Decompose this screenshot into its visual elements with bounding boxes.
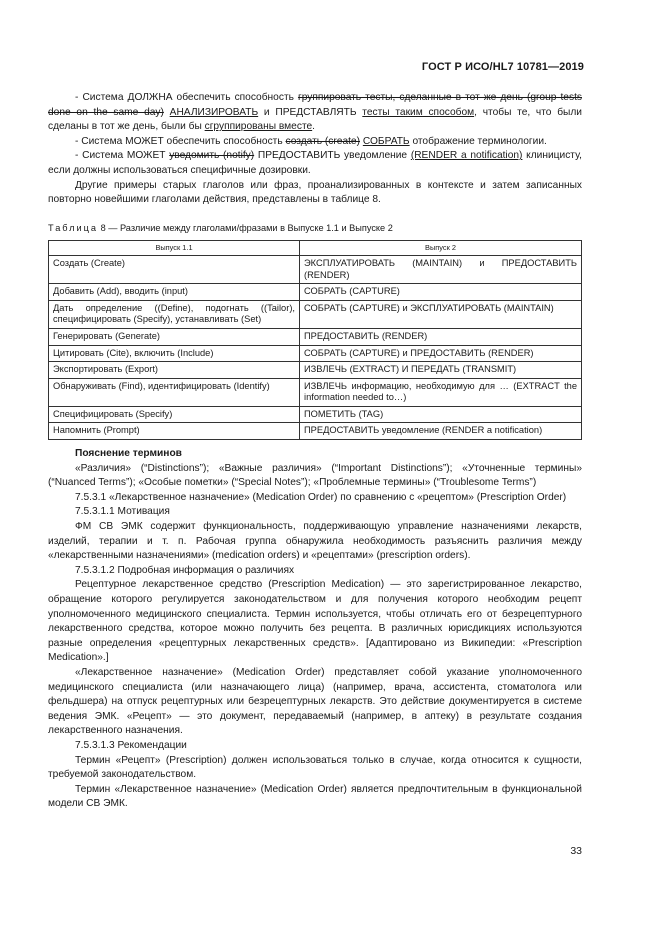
table-row [49, 255, 582, 283]
terms-heading: Пояснение терминов [75, 448, 182, 460]
section-7-5-3-1: 7.5.3.1 «Лекарственное назначение» (Medication Order) по сравнению с «рецептом» (Prescription Order) [75, 491, 567, 503]
table-cell: Дать определение ((Define), подогнать ((Tailor), специфицировать (Specify), устанавливать (Set) [49, 300, 300, 328]
table-cell: ПРЕДОСТАВИТЬ (RENDER) [300, 328, 582, 345]
recommendation-prescription: Термин «Рецепт» (Prescription) должен использоваться только в случае, когда относится к сущности, требуемой законодательством. [48, 754, 582, 781]
table-cell: СОБРАТЬ (CAPTURE) [300, 284, 582, 301]
recommendation-medication-order: Термин «Лекарственное назначение» (Medication Order) является предпочтительным в функциональной модели СВ ЭМК. [48, 783, 582, 810]
page-number: 33 [570, 845, 582, 857]
table-cell: Добавить (Add), вводить (input) [49, 284, 300, 301]
table-cell: Цитировать (Cite), включить (Include) [49, 345, 300, 362]
table-cell: Специфицировать (Specify) [49, 406, 300, 423]
page-content [48, 91, 582, 812]
table-cell: ПОМЕТИТЬ (TAG) [300, 406, 582, 423]
table-cell: ИЗВЛЕЧЬ (EXTRACT) И ПЕРЕДАТЬ (TRANSMIT) [300, 362, 582, 379]
bullet-1: - Система ДОЛЖНА обеспечить способность группировать тесты, сделанные в тот же день (group tests done on the same day) АНАЛИЗИРОВАТЬ и ПРЕДСТАВЛЯТЬ тесты таким способом, чтобы те, что были сделаны в тот же день, были бы сгруппированы вместе. [48, 92, 583, 133]
medication-order-paragraph: «Лекарственное назначение» (Medication Order) представляет собой указание уполномоченного медицинского специалиста (или назначающего лица) (например, врача, ассистента, стоматолога или фельдшера) на отпуск рецептурных или безрецептурных лекарств. Это действие документируется в системе ведения ЭМК. «Рецепт» — это документ, передаваемый (например, в аптеку) в результате создания лекарственного назначения. [48, 666, 582, 737]
table-row [49, 362, 582, 379]
table-cell: ПРЕДОСТАВИТЬ уведомление (RENDER a notification) [300, 423, 582, 440]
bullet-2: - Система МОЖЕТ обеспечить способность создать (create) СОБРАТЬ отображение терминологии. [75, 135, 547, 147]
section-7-5-3-1-3: 7.5.3.1.3 Рекомендации [75, 739, 187, 751]
table-cell: Экспортировать (Export) [49, 362, 300, 379]
column-header-release-1-1: Выпуск 1.1 [49, 241, 300, 256]
other-examples-paragraph: Другие примеры старых глаголов или фраз, проанализированных в контексте и затем записанных повторно новейшими глаголами действия, представлены в таблице 8. [48, 179, 582, 206]
section-7-5-3-1-1: 7.5.3.1.1 Мотивация [75, 506, 170, 518]
table-row [49, 328, 582, 345]
table-row [49, 378, 582, 406]
document-header: ГОСТ Р ИСО/HL7 10781—2019 [421, 61, 584, 73]
table-cell: Генерировать (Generate) [49, 328, 300, 345]
table-row [49, 423, 582, 440]
table-row [49, 300, 582, 328]
terms-list: «Различия» (“Distinctions”); «Важные различия» (“Important Distinctions”); «Уточненные термины» (“Nuanced Terms”); «Особые пометки» (“Special Notes”); «Проблемные термины» (“Troublesome Terms”) [48, 462, 582, 489]
table-caption: Таблица 8 — Различие между глаголами/фразами в Выпуске 1.1 и Выпуске 2 [48, 222, 393, 233]
table-cell: ЭКСПЛУАТИРОВАТЬ (MAINTAIN) и ПРЕДОСТАВИТЬ (RENDER) [300, 255, 582, 283]
table-cell: ИЗВЛЕЧЬ информацию, необходимую для … (EXTRACT the information needed to…) [300, 378, 582, 406]
table-cell: Создать (Create) [49, 255, 300, 283]
table-cell: Напомнить (Prompt) [49, 423, 300, 440]
section-7-5-3-1-2: 7.5.3.1.2 Подробная информация о различиях [75, 564, 295, 576]
table-cell: Обнаруживать (Find), идентифицировать (Identify) [49, 378, 300, 406]
table-row [49, 284, 582, 301]
table-header-row [49, 241, 582, 256]
table-cell: СОБРАТЬ (CAPTURE) и ПРЕДОСТАВИТЬ (RENDER) [300, 345, 582, 362]
column-header-release-2: Выпуск 2 [300, 241, 582, 256]
table-cell: СОБРАТЬ (CAPTURE) и ЭКСПЛУАТИРОВАТЬ (MAINTAIN) [300, 300, 582, 328]
verbs-table [48, 240, 582, 440]
table-row [49, 406, 582, 423]
prescription-medication-paragraph: Рецептурное лекарственное средство (Prescription Medication) — это зарегистрированное лекарство, обращение которого регулируется законодательством и для получения которого необходим рецепт уполномоченного медицинского специалиста. Термин используется, чтобы отличать его от безрецептурного лекарственного средства, которое можно получить без рецепта. В различных юрисдикциях используются разные определения «рецептурных лекарственных средств». [Адаптировано из Википедии: «Prescription Medication».] [48, 579, 582, 664]
bullet-3: - Система МОЖЕТ уведомить (notify) ПРЕДОСТАВИТЬ уведомление (RENDER a notification) клиницисту, если должны использоваться специфичные дозировки. [48, 150, 582, 176]
motivation-paragraph: ФМ СВ ЭМК содержит функциональность, поддерживающую управление назначениями лекарств, изделий, терапии и т. п. Рабочая группа обнаружила необходимость разъяснить различия между «лекарственными назначениями» (medication orders) и «рецептами» (prescription orders). [48, 521, 582, 562]
table-row [49, 345, 582, 362]
